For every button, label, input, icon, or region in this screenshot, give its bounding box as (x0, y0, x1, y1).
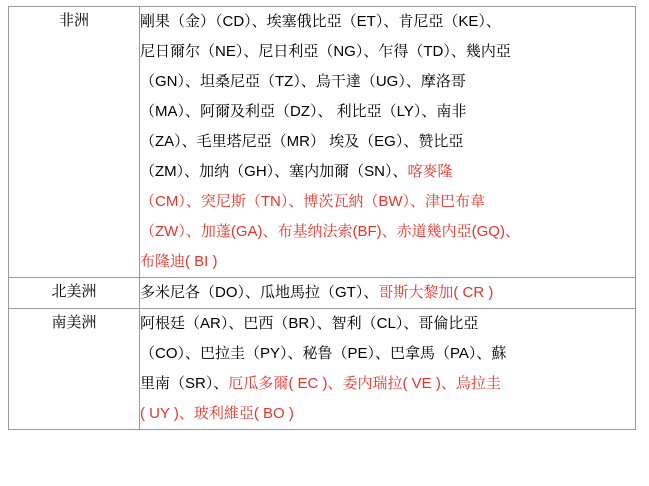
country-list-line (140, 399, 635, 429)
country-text-highlight: （ZW）、加蓬(GA)、布基纳法索(BF)、赤道幾内亞(GQ)、 (140, 223, 520, 240)
country-text: （ZM）、加纳（GH）、塞内加爾（SN）、 (140, 163, 408, 180)
country-list-line (140, 309, 635, 339)
country-list-cell (140, 278, 636, 309)
country-list-line (140, 247, 635, 277)
table-row (9, 7, 636, 278)
country-list-line (140, 157, 635, 187)
country-text: （CO）、巴拉圭（PY）、秘鲁（PE）、巴拿馬（PA）、蘇 (140, 345, 507, 362)
country-list-line (140, 339, 635, 369)
document-page (0, 6, 649, 486)
country-list-line (140, 187, 635, 217)
region-label: 非洲 (58, 12, 89, 29)
country-list-line (140, 7, 635, 37)
country-list-cell (140, 7, 636, 278)
country-list-line (140, 278, 635, 308)
country-list-line (140, 67, 635, 97)
country-list-line (140, 97, 635, 127)
country-list-cell (140, 309, 636, 430)
country-text: 尼日爾尔（NE）、尼日利亞（NG）、乍得（TD）、幾内亞 (140, 43, 511, 60)
country-text: （MA）、阿爾及利亞（DZ）、 利比亞（LY）、南非 (140, 103, 467, 120)
country-list-line (140, 217, 635, 247)
country-text-highlight: （CM）、突尼斯（TN）、博茨瓦納（BW）、津巴布韋 (140, 193, 485, 210)
country-list-line (140, 369, 635, 399)
region-label: 北美洲 (51, 283, 97, 300)
country-text-highlight: 厄瓜多爾( EC )、委内瑞拉( VE )、烏拉圭 (228, 375, 501, 392)
country-text: 多米尼各（DO）、瓜地馬拉（GT）、 (140, 284, 379, 301)
table-row (9, 278, 636, 309)
region-name-cell (9, 7, 140, 278)
country-region-table (8, 6, 636, 430)
region-label: 南美洲 (51, 314, 97, 331)
country-text: 剛果（金）（CD）、埃塞俄比亞（ET）、肯尼亞（KE）、 (140, 13, 501, 30)
country-text-highlight: ( UY )、玻利維亞( BO ) (140, 405, 294, 422)
country-list-line (140, 37, 635, 67)
region-name-cell (9, 309, 140, 430)
country-text-highlight: 喀麥隆 (407, 163, 453, 180)
country-text: （GN）、坦桑尼亞（TZ）、烏干達（UG）、摩洛哥 (140, 73, 466, 90)
country-text: 阿根廷（AR）、巴西（BR）、智利（CL）、哥倫比亞 (140, 315, 479, 332)
country-text: （ZA）、毛里塔尼亞（MR） 埃及（EG）、赞比亞 (140, 133, 464, 150)
country-text-highlight: 布隆迪( BI ) (140, 253, 218, 270)
country-text: 里南（SR）、 (140, 375, 229, 392)
table-row (9, 309, 636, 430)
country-text-highlight: 哥斯大黎加( CR ) (378, 284, 494, 301)
region-name-cell (9, 278, 140, 309)
table-body (9, 7, 636, 430)
country-list-line (140, 127, 635, 157)
